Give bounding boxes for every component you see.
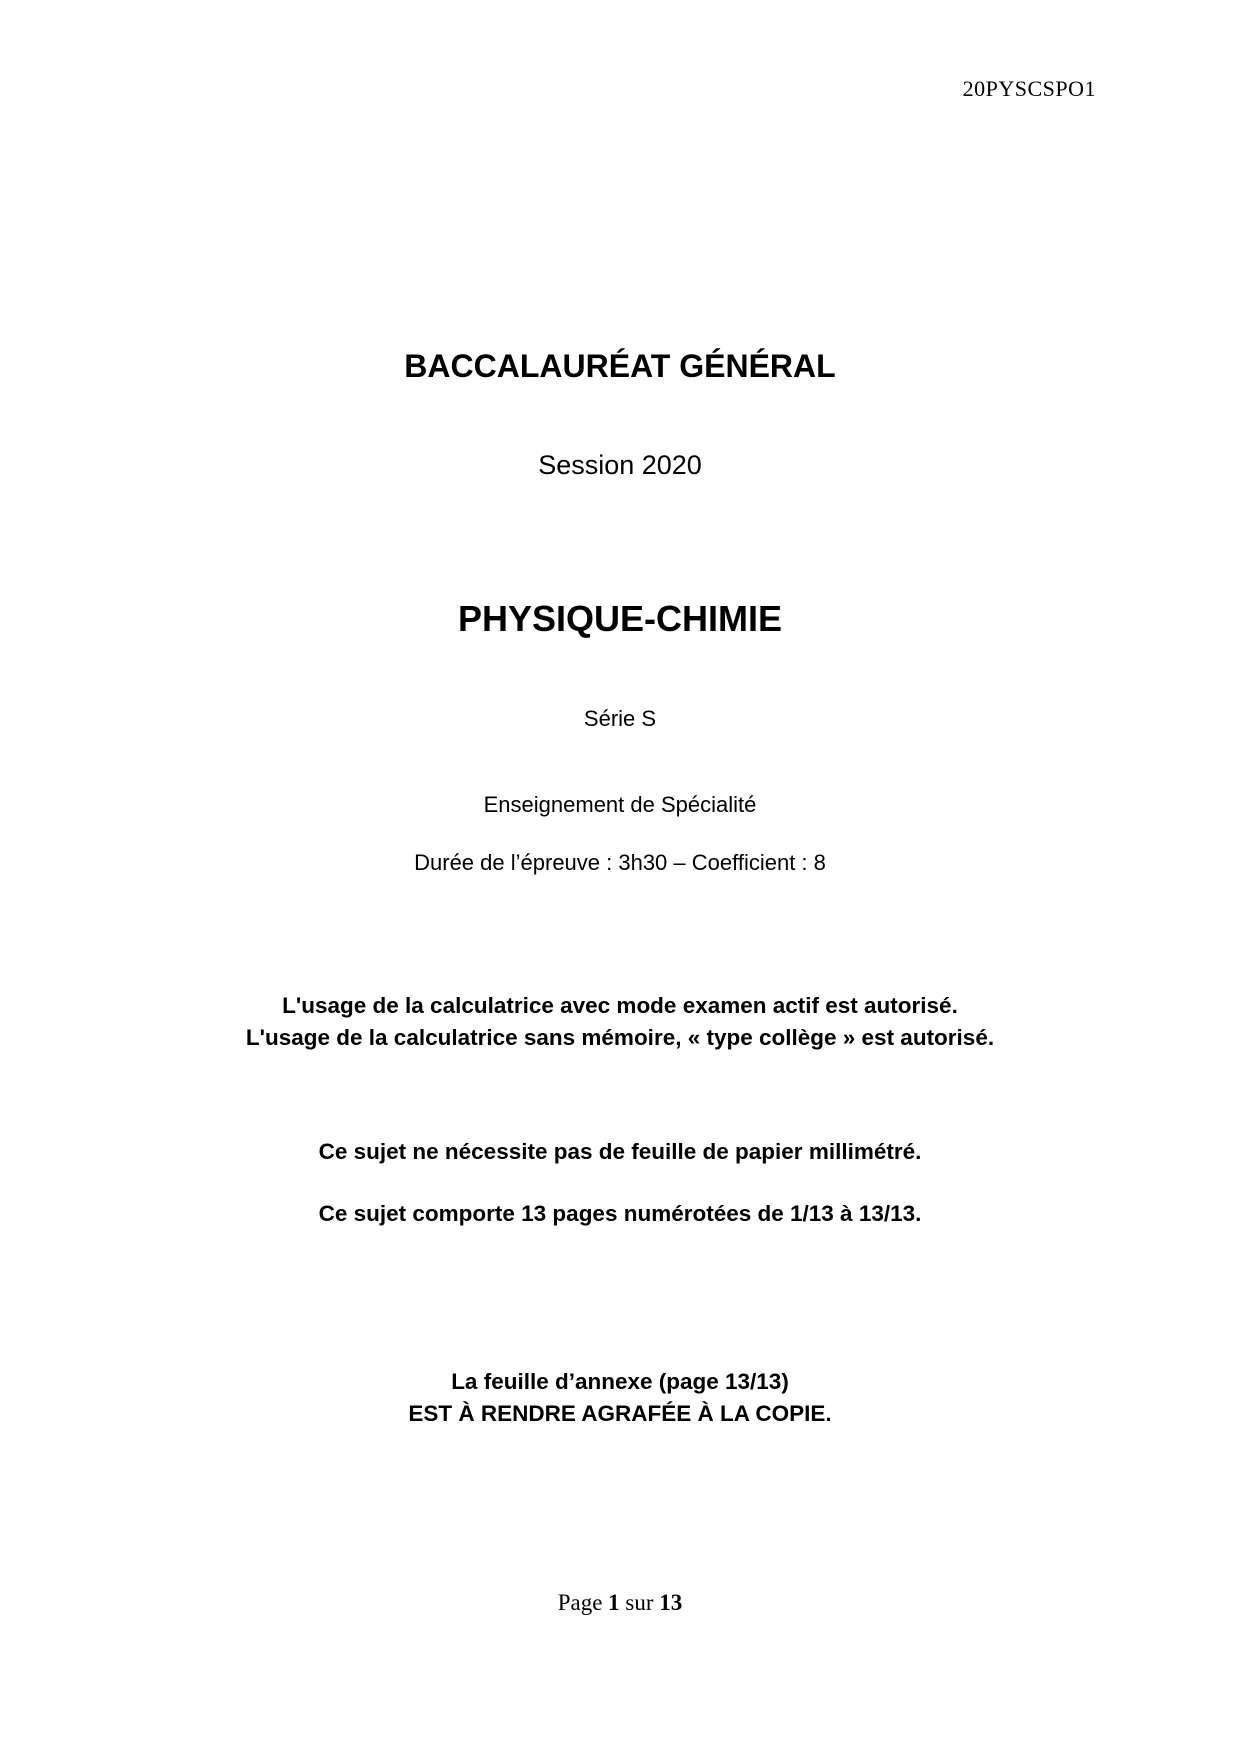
annex-line: EST À RENDRE AGRAFÉE À LA COPIE. [408, 1401, 832, 1426]
teaching-label: Enseignement de Spécialité [483, 792, 757, 817]
paper-note: Ce sujet ne nécessite pas de feuille de papier millimétré. [318, 1139, 922, 1164]
footer-separator: sur [625, 1590, 654, 1615]
pages-note: Ce sujet comporte 13 pages numérotées de 1/13 à 13/13. [318, 1201, 922, 1226]
calculator-rule-line: L'usage de la calculatrice avec mode examen actif est autorisé. [282, 993, 958, 1018]
calculator-rule-line: L'usage de la calculatrice sans mémoire, « type collège » est autorisé. [245, 1025, 995, 1050]
calculator-rules [0, 990, 1240, 1054]
session-label: Session 2020 [538, 450, 702, 480]
total-pages-number: 13 [659, 1590, 683, 1615]
current-page-number: 1 [608, 1590, 620, 1615]
footer-prefix: Page [557, 1590, 603, 1615]
annex-line: La feuille d’annexe (page 13/13) [451, 1369, 789, 1394]
exam-title: BACCALAURÉAT GÉNÉRAL [404, 348, 836, 384]
duration-label: Durée de l’épreuve : 3h30 – Coefficient : 8 [414, 850, 826, 875]
page-footer [0, 1590, 1240, 1616]
annex-instructions [0, 1366, 1240, 1430]
subject-title: PHYSIQUE-CHIMIE [457, 598, 783, 639]
serie-label: Série S [583, 706, 657, 731]
document-code: 20PYSCSPO1 [962, 76, 1096, 101]
